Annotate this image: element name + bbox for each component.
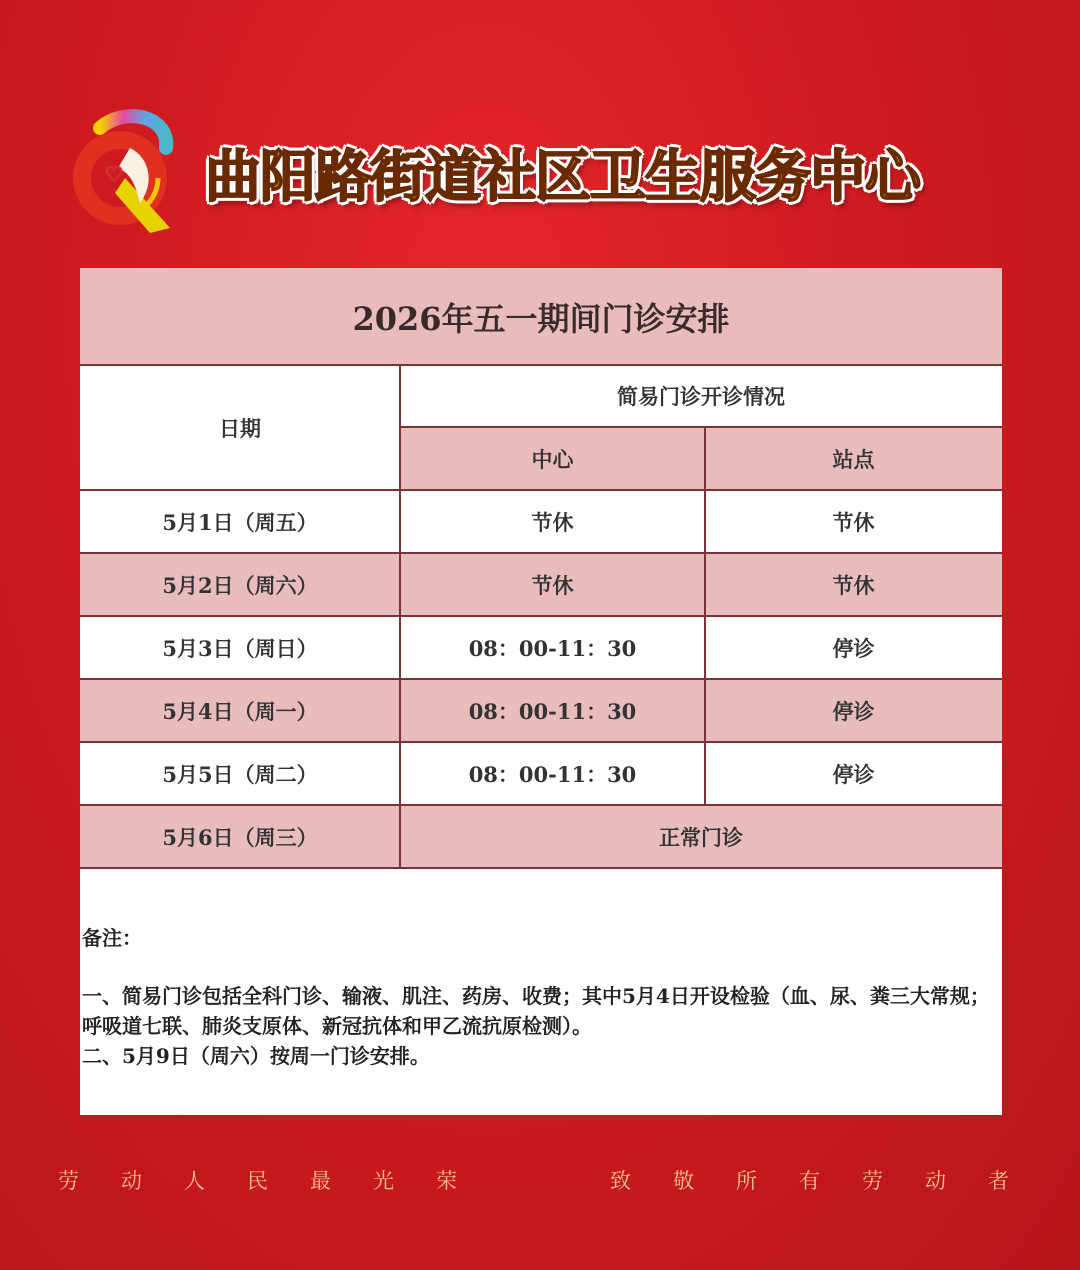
divider xyxy=(400,426,1002,428)
divider xyxy=(399,365,401,868)
table-row-date: 5月2日（周六） xyxy=(80,553,400,616)
footer-slogan-right: 致敬所有劳动者 xyxy=(610,1169,1051,1193)
notes-section xyxy=(82,923,997,1071)
table-row-center: 节休 xyxy=(400,553,705,616)
table-row-center: 08：00-11：30 xyxy=(400,742,705,805)
footer-slogan-left: 劳动人民最光荣 xyxy=(58,1169,499,1193)
notes-line-1: 一、简易门诊包括全科门诊、输液、肌注、药房、收费；其中5月4日开设检验（血、尿、粪三大常规；呼吸道七联、肺炎支原体、新冠抗体和甲乙流抗原检测）。 xyxy=(82,984,990,1038)
table-row-site: 停诊 xyxy=(705,616,1002,679)
divider xyxy=(80,804,1002,806)
center-name-title: 曲阳路街道社区卫生服务中心 xyxy=(205,145,920,210)
site-column-header: 站点 xyxy=(705,427,1002,490)
group-header: 简易门诊开诊情况 xyxy=(400,365,1002,427)
divider xyxy=(704,427,706,805)
notes-label: 备注： xyxy=(82,926,142,950)
center-column-header: 中心 xyxy=(400,427,705,490)
table-row-site: 节休 xyxy=(705,553,1002,616)
table-row-center: 节休 xyxy=(400,490,705,553)
logo-icon xyxy=(70,108,182,236)
divider xyxy=(80,615,1002,617)
notes-line-2: 二、5月9日（周六）按周一门诊安排。 xyxy=(82,1044,430,1068)
table-row-center: 08：00-11：30 xyxy=(400,616,705,679)
table-row-date: 5月4日（周一） xyxy=(80,679,400,742)
divider xyxy=(80,678,1002,680)
divider xyxy=(80,741,1002,743)
table-row-center: 08：00-11：30 xyxy=(400,679,705,742)
table-row-site: 停诊 xyxy=(705,742,1002,805)
table-row-merged: 正常门诊 xyxy=(400,805,1002,868)
schedule-card xyxy=(80,268,1002,1115)
table-row-date: 5月3日（周日） xyxy=(80,616,400,679)
divider xyxy=(80,552,1002,554)
table-row-site: 停诊 xyxy=(705,679,1002,742)
table-row-date: 5月6日（周三） xyxy=(80,805,400,868)
table-row-date: 5月1日（周五） xyxy=(80,490,400,553)
table-row-site: 节休 xyxy=(705,490,1002,553)
schedule-title: 2026年五一期间门诊安排 xyxy=(80,268,1002,365)
date-header: 日期 xyxy=(80,365,400,490)
divider xyxy=(80,867,1002,869)
divider xyxy=(80,489,1002,491)
divider xyxy=(80,364,1002,366)
table-row-date: 5月5日（周二） xyxy=(80,742,400,805)
